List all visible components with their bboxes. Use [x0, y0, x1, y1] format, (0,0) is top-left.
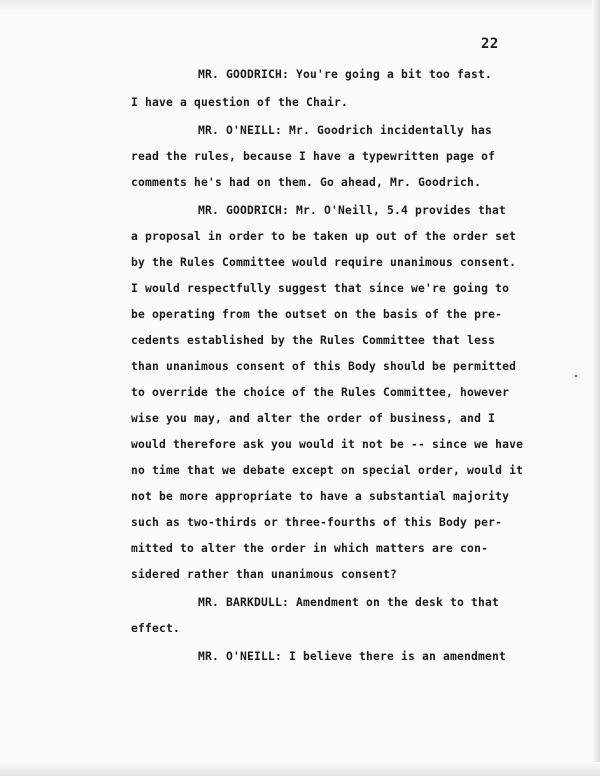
transcript-line: would therefore ask you would it not be -- since we have — [131, 438, 524, 451]
transcript-line: than unanimous consent of this Body should be permitted — [131, 360, 517, 373]
scan-speck — [575, 375, 577, 377]
transcript-line: no time that we debate except on special order, would it — [131, 464, 524, 477]
transcript-line: not be more appropriate to have a substantial majority — [131, 490, 510, 503]
transcript-line: MR. GOODRICH: You're going a bit too fast. — [198, 68, 493, 81]
page-edge-top — [0, 0, 600, 10]
transcript-line: cedents established by the Rules Committee that less — [131, 334, 496, 347]
transcript-line: I have a question of the Chair. — [131, 96, 349, 109]
transcript-line: MR. O'NEILL: I believe there is an amendment — [198, 650, 507, 663]
transcript-line: MR. GOODRICH: Mr. O'Neill, 5.4 provides that — [198, 204, 507, 217]
transcript-line: a proposal in order to be taken up out of the order set — [131, 230, 517, 243]
page-number: 22 — [481, 36, 499, 52]
transcript-line: wise you may, and alter the order of business, and I — [131, 412, 496, 425]
transcript-line: such as two-thirds or three-fourths of this Body per- — [131, 516, 503, 529]
transcript-line: MR. O'NEILL: Mr. Goodrich incidentally has — [198, 124, 493, 137]
transcript-line: read the rules, because I have a typewritten page of — [131, 150, 496, 163]
page-edge-bottom — [0, 762, 600, 776]
transcript-line: be operating from the outset on the basis of the pre- — [131, 308, 503, 321]
page-edge-right — [592, 0, 600, 776]
transcript-line: sidered rather than unanimous consent? — [131, 568, 398, 581]
transcript-line: by the Rules Committee would require unanimous consent. — [131, 256, 517, 269]
transcript-line: MR. BARKDULL: Amendment on the desk to that — [198, 596, 500, 609]
transcript-line: comments he's had on them. Go ahead, Mr. Goodrich. — [131, 176, 482, 189]
transcript-line: effect. — [131, 622, 181, 635]
transcript-line: to override the choice of the Rules Committee, however — [131, 386, 510, 399]
transcript-line: mitted to alter the order in which matters are con- — [131, 542, 489, 555]
transcript-line: I would respectfully suggest that since we're going to — [131, 282, 510, 295]
